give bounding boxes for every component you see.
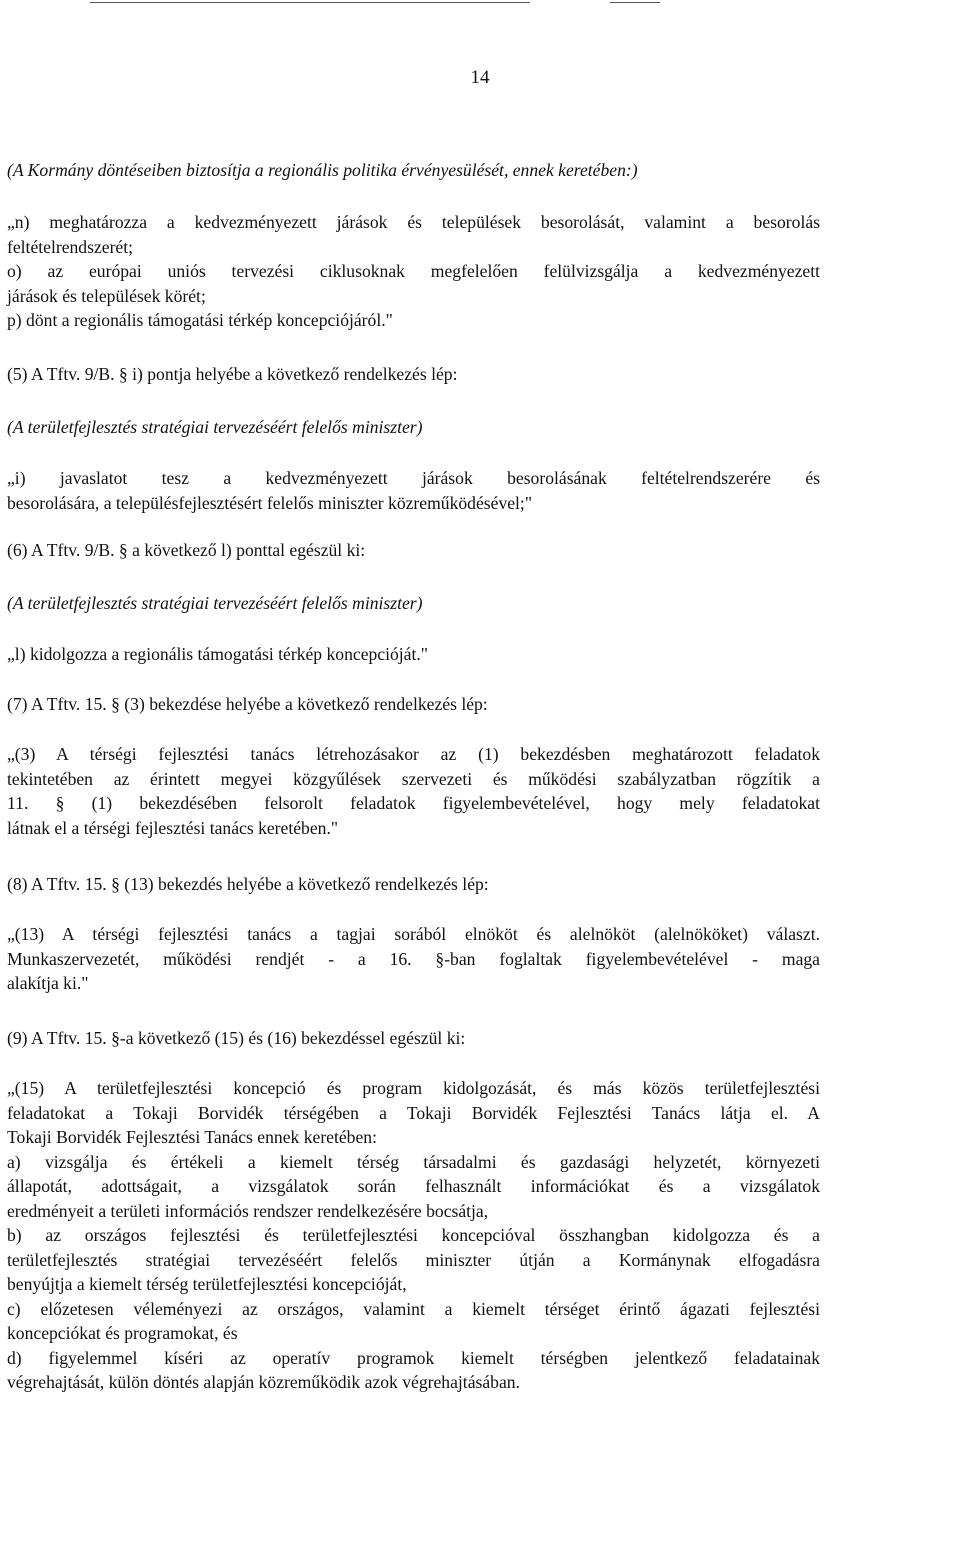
text-line: (A területfejlesztés stratégiai tervezéséért felelős miniszter) (7, 417, 423, 437)
text-line: (9) A Tftv. 15. §-a következő (15) és (16) bekezdéssel egészül ki: (7, 1028, 466, 1048)
text-line: (A Kormány döntéseiben biztosítja a regionális politika érvényesülését, ennek keretében:) (7, 160, 638, 180)
text-line: végrehajtását, külön döntés alapján közreműködik azok végrehajtásában. (7, 1372, 520, 1392)
scan-top-rule-right (610, 2, 660, 3)
amendment-block-15 (7, 1076, 820, 1395)
amendment-block-l (7, 642, 820, 667)
amendment-block-n-o-p (7, 210, 820, 333)
text-line: tekintetében az érintett megyei közgyűlések szervezeti és működési szabályzatban rögzítik a (7, 768, 820, 789)
text-line: „n) meghatározza a kedvezményezett járások és települések besorolását, valamint a besorolás (7, 212, 820, 232)
text-line: „i) javaslatot tesz a kedvezményezett járások besorolásának feltételrendszerére és (7, 468, 820, 488)
text-line: „(13) A térségi fejlesztési tanács a tagjai sorából elnököt és alelnököt (alelnököket) választ. (7, 924, 820, 944)
text-line: Tokaji Borvidék Fejlesztési Tanács ennek keretében: (7, 1127, 377, 1147)
section-heading-7 (7, 692, 820, 717)
text-line: d) figyelemmel kíséri az operatív programok kiemelt térségben jelentkező feladatainak (7, 1347, 820, 1368)
text-line: eredményeit a területi információs rendszer rendelkezésére bocsátja, (7, 1200, 489, 1221)
context-heading-minister (7, 415, 820, 440)
text-line: o) az európai uniós tervezési ciklusoknak megfelelően felülvizsgálja a kedvezményezett (7, 261, 820, 281)
text-line: „(15) A területfejlesztési koncepció és program kidolgozását, és más közös területfejlesztési (7, 1078, 820, 1098)
text-line: állapotát, adottságait, a vizsgálatok során felhasznált információkat és a vizsgálatok (7, 1176, 820, 1196)
text-line: alakítja ki." (7, 973, 89, 993)
text-line: (8) A Tftv. 15. § (13) bekezdés helyébe a következő rendelkezés lép: (7, 874, 489, 894)
text-line: (7) A Tftv. 15. § (3) bekezdése helyébe a következő rendelkezés lép: (7, 694, 488, 714)
section-heading-8 (7, 872, 820, 897)
text-line: járások és települések körét; (7, 285, 206, 306)
text-line: c) előzetesen véleményezi az országos, valamint a kiemelt térséget érintő ágazati fejlesztési (7, 1298, 820, 1319)
text-line: (5) A Tftv. 9/B. § i) pontja helyébe a következő rendelkezés lép: (7, 364, 458, 384)
text-line: látnak el a térségi fejlesztési tanács keretében." (7, 817, 339, 838)
section-heading-5 (7, 362, 820, 387)
scan-top-rule (90, 2, 530, 3)
section-heading-6 (7, 538, 820, 563)
text-line: „l) kidolgozza a regionális támogatási térkép koncepcióját." (7, 644, 428, 664)
text-line: b) az országos fejlesztési és területfejlesztési koncepcióval összhangban kidolgozza és a (7, 1225, 820, 1245)
text-line: 11. § (1) bekezdésében felsorolt feladatok figyelembevételével, hogy mely feladatokat (7, 793, 820, 813)
text-line: benyújtja a kiemelt térség területfejlesztési koncepcióját, (7, 1274, 407, 1294)
section-heading-9 (7, 1026, 820, 1051)
page-number: 14 (470, 67, 490, 88)
text-line: (A területfejlesztés stratégiai tervezéséért felelős miniszter) (7, 593, 423, 613)
text-line: Munkaszervezetét, működési rendjét - a 16. §-ban foglaltak figyelembevételével - maga (7, 948, 820, 969)
amendment-block-i (7, 466, 820, 515)
amendment-block-13 (7, 922, 820, 996)
text-line: a) vizsgálja és értékeli a kiemelt térség társadalmi és gazdasági helyzetét, környezeti (7, 1151, 820, 1172)
text-line: területfejlesztés stratégiai tervezéséért felelős miniszter útján a Kormánynak elfogadásra (7, 1249, 820, 1270)
amendment-block-3 (7, 742, 820, 840)
context-heading-government (7, 158, 820, 183)
text-line: koncepciókat és programokat, és (7, 1323, 238, 1343)
text-line: feltételrendszerét; (7, 236, 134, 257)
context-heading-minister-2 (7, 591, 820, 616)
text-line: (6) A Tftv. 9/B. § a következő l) ponttal egészül ki: (7, 540, 366, 560)
text-line: besorolására, a településfejlesztésért felelős miniszter közreműködésével;" (7, 492, 533, 513)
text-line: feladatokat a Tokaji Borvidék térségében a Tokaji Borvidék Fejlesztési Tanács látja el. A (7, 1102, 820, 1123)
text-line: „(3) A térségi fejlesztési tanács létrehozásakor az (1) bekezdésben meghatározott feladatok (7, 744, 820, 764)
text-line: p) dönt a regionális támogatási térkép koncepciójáról." (7, 310, 393, 330)
